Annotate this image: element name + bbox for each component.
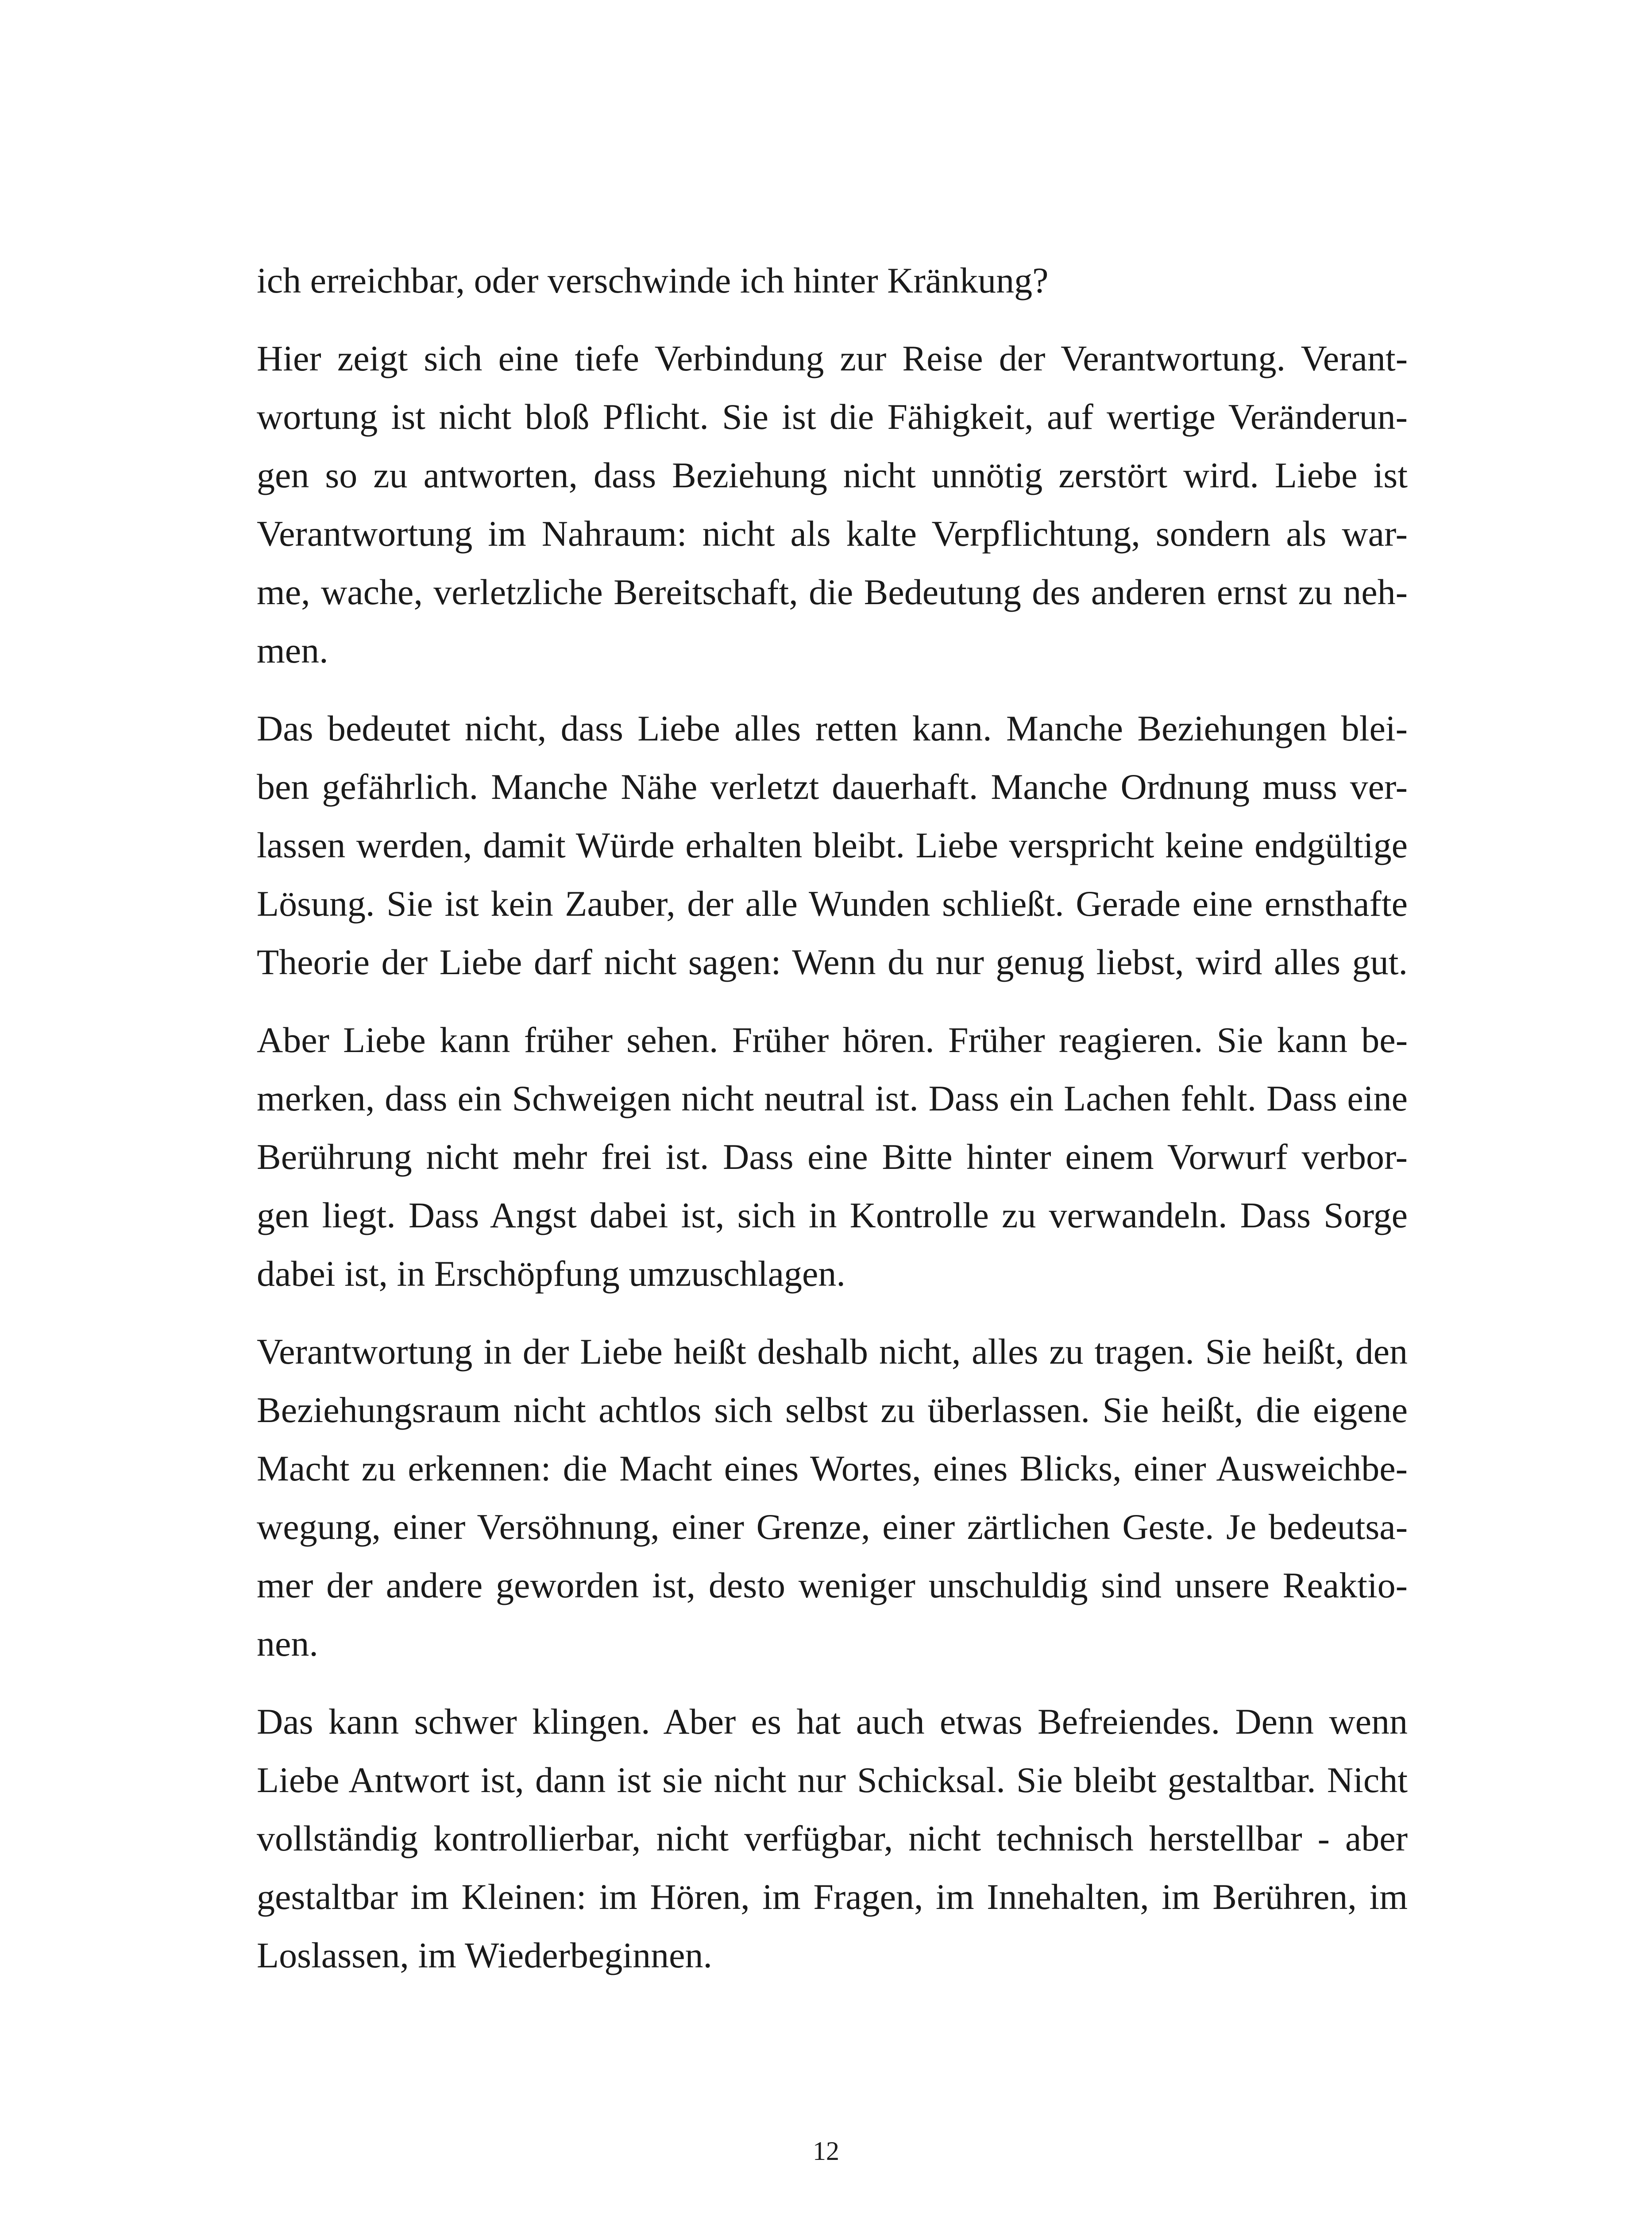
text-line: Verantwortung im Nahraum: nicht als kalte Verpflichtung, sondern als war- — [257, 513, 1408, 554]
text-line: Berührung nicht mehr frei ist. Dass eine Bitte hinter einem Vorwurf verbor- — [257, 1137, 1408, 1177]
text-line: wortung ist nicht bloß Pflicht. Sie ist die Fähigkeit, auf wertige Veränderun- — [257, 397, 1408, 437]
page-number: 12 — [813, 2136, 839, 2166]
text-line: Das kann schwer klingen. Aber es hat auch etwas Befreiendes. Denn wenn — [257, 1701, 1408, 1742]
text-line: Liebe Antwort ist, dann ist sie nicht nur Schicksal. Sie bleibt gestaltbar. Nicht — [257, 1760, 1408, 1800]
text-line: Lösung. Sie ist kein Zauber, der alle Wunden schließt. Gerade eine ernsthafte — [257, 883, 1408, 924]
text-line: Hier zeigt sich eine tiefe Verbindung zur Reise der Verantwortung. Verant- — [257, 338, 1408, 378]
text-line: Aber Liebe kann früher sehen. Früher hören. Früher reagieren. Sie kann be- — [257, 1020, 1408, 1060]
text-line: gen liegt. Dass Angst dabei ist, sich in Kontrolle zu verwandeln. Dass Sorge — [257, 1195, 1408, 1235]
text-line: nen. — [257, 1623, 318, 1664]
text-line: gen so zu antworten, dass Beziehung nicht unnötig zerstört wird. Liebe ist — [257, 455, 1408, 495]
text-line: vollständig kontrollierbar, nicht verfügbar, nicht technisch herstellbar - aber — [257, 1818, 1408, 1858]
text-line: lassen werden, damit Würde erhalten bleibt. Liebe verspricht keine endgültige — [257, 825, 1408, 865]
text-line: men. — [257, 630, 328, 671]
text-line: mer der andere geworden ist, desto weniger unschuldig sind unsere Reaktio- — [257, 1565, 1408, 1605]
text-line: Beziehungsraum nicht achtlos sich selbst zu überlassen. Sie heißt, die eigene — [257, 1390, 1408, 1430]
text-line: Theorie der Liebe darf nicht sagen: Wenn du nur genug liebst, wird alles gut. — [257, 942, 1408, 982]
text-line: ich erreichbar, oder verschwinde ich hinter Kränkung? — [257, 260, 1049, 301]
text-line: gestaltbar im Kleinen: im Hören, im Fragen, im Innehalten, im Berühren, im — [257, 1877, 1408, 1917]
text-line: Macht zu erkennen: die Macht eines Wortes, eines Blicks, einer Ausweichbe- — [257, 1448, 1408, 1488]
text-line: me, wache, verletzliche Bereitschaft, die Bedeutung des anderen ernst zu neh- — [257, 572, 1408, 612]
text-line: Das bedeutet nicht, dass Liebe alles retten kann. Manche Beziehungen blei- — [257, 708, 1408, 748]
text-line: Loslassen, im Wiederbeginnen. — [257, 1935, 713, 1975]
text-line: dabei ist, in Erschöpfung umzuschlagen. — [257, 1253, 845, 1294]
text-line: Verantwortung in der Liebe heißt deshalb nicht, alles zu tragen. Sie heißt, den — [257, 1331, 1408, 1372]
text-line: merken, dass ein Schweigen nicht neutral ist. Dass ein Lachen fehlt. Dass eine — [257, 1078, 1408, 1118]
text-line: ben gefährlich. Manche Nähe verletzt dauerhaft. Manche Ordnung muss ver- — [257, 767, 1408, 807]
text-line: wegung, einer Versöhnung, einer Grenze, einer zärtlichen Geste. Je bedeutsa- — [257, 1507, 1408, 1547]
